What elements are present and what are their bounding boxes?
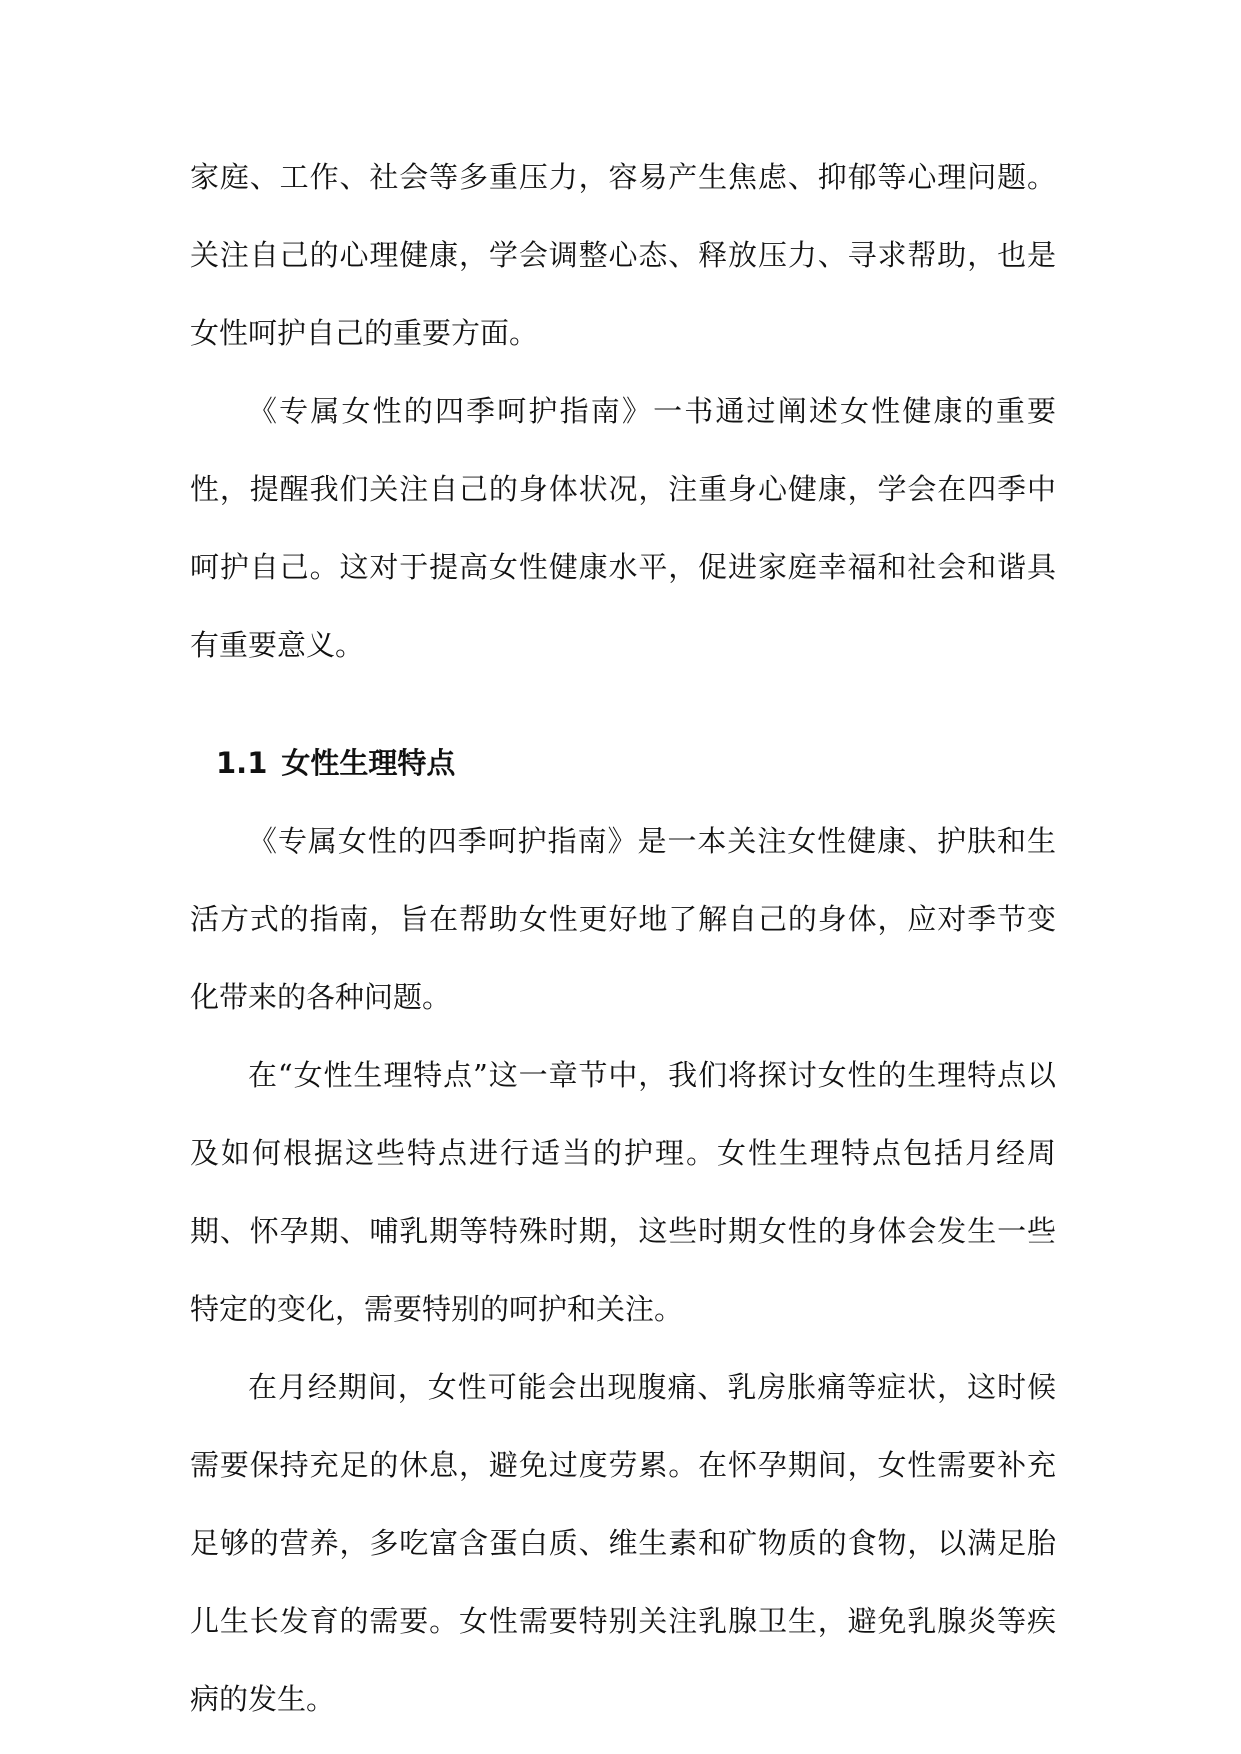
document-page [190, 138, 1056, 1738]
paragraph-guide-intro: 《专属女性的四季呵护指南》是一本关注女性健康、护肤和生活方式的指南，旨在帮助女性更好地了解自己的身体，应对季节变化带来的各种问题。 [190, 824, 1056, 1014]
paragraph-continuation: 家庭、工作、社会等多重压力，容易产生焦虑、抑郁等心理问题。关注自己的心理健康，学会调整心态、释放压力、寻求帮助，也是女性呵护自己的重要方面。 [190, 160, 1056, 350]
section-heading [190, 724, 1056, 802]
paragraph-menstruation-pregnancy: 在月经期间，女性可能会出现腹痛、乳房胀痛等症状，这时候需要保持充足的休息，避免过度劳累。在怀孕期间，女性需要补充足够的营养，多吃富含蛋白质、维生素和矿物质的食物，以满足胎儿生长发育的需要。女性需要特别关注乳腺卫生，避免乳腺炎等疾病的发生。 [190, 1370, 1056, 1716]
paragraph-chapter-overview: 在“女性生理特点”这一章节中，我们将探讨女性的生理特点以及如何根据这些特点进行适当的护理。女性生理特点包括月经周期、怀孕期、哺乳期等特殊时期，这些时期女性的身体会发生一些特定的变化，需要特别的呵护和关注。 [190, 1058, 1056, 1326]
paragraph-book-summary: 《专属女性的四季呵护指南》一书通过阐述女性健康的重要性，提醒我们关注自己的身体状况，注重身心健康，学会在四季中呵护自己。这对于提高女性健康水平，促进家庭幸福和社会和谐具有重要意义。 [190, 394, 1056, 662]
section-number: 1.1 [216, 746, 268, 780]
section-title: 女性生理特点 [281, 746, 456, 780]
